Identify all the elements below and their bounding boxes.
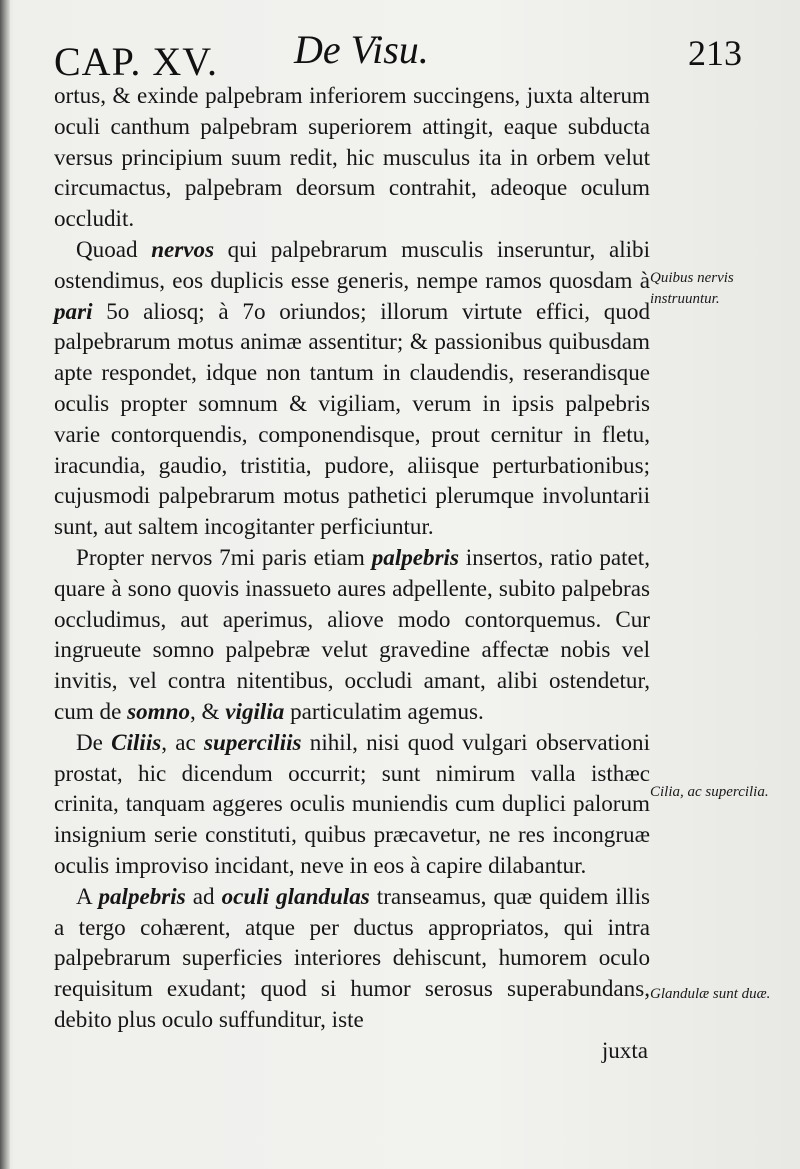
italic-term: oculi glandulas: [221, 882, 370, 909]
paragraph-5: [54, 881, 650, 1035]
italic-term: palpebris: [98, 882, 186, 909]
catchword: juxta: [601, 1036, 648, 1063]
text-run: ad: [185, 882, 222, 909]
text-run: A: [76, 882, 99, 909]
text-run: Quoad: [76, 235, 152, 262]
book-spine-shadow: [0, 0, 10, 1169]
italic-term: pari: [54, 297, 93, 324]
italic-term: Ciliis: [111, 728, 162, 755]
text-run: , &: [190, 697, 226, 724]
text-run: particulatim agemus.: [284, 697, 484, 724]
page-header: [54, 18, 754, 88]
text-run: qui palpebrarum musculis inseruntur, alibi ostendimus, eos duplicis esse generis, nempe ramos quosdam à: [54, 235, 650, 293]
italic-term: palpebris: [371, 543, 459, 570]
chapter-heading: CAP. XV.: [54, 39, 218, 84]
text-run: transeamus, quæ quidem illis a tergo cohærent, atque per ductus appropriatos, qui intra palpebrarum superficies interiores dehiscunt, humorem oculo requisitum exudant; quod si humor serosus superabundans, debito plus oculo suffunditur, iste: [54, 882, 650, 1032]
margin-note-glands: Glandulæ sunt duæ.: [650, 986, 771, 1002]
italic-term: nervos: [151, 235, 215, 262]
margin-note-nerves: Quibus nervis instruuntur.: [650, 270, 734, 307]
body-text: [54, 80, 650, 1066]
paragraph-3: [54, 542, 650, 727]
paragraph-4: [54, 727, 650, 881]
margin-note-cilia: Cilia, ac supercilia.: [650, 784, 769, 800]
italic-term: superciliis: [204, 728, 302, 755]
text-run: nihil, nisi quod vulgari observationi prostat, hic dicendum occurrit; sunt nimirum valla isthæc crinita, tanquam aggeres oculis muniendis cum duplici palorum insignium serie constituti, quibus præcavetur, ne res incongruæ oculis improviso incidant, neve in eos à capire dilabantur.: [54, 728, 650, 878]
text-run: Propter nervos 7mi paris etiam: [76, 543, 372, 570]
text-run: insertos, ratio patet, quare à sono quovis inassueto aures adpellente, subito palpebras occludimus, aut aperimus, aliove modo contorquemus. Cur ingrueute somno palpebræ velut gravedine affectæ nobis vel invitis, vel contra nitentibus, occludi amant, alibi ostendetur, cum de: [54, 543, 650, 724]
paragraph-1: ortus, & exinde palpebram inferiorem succingens, juxta alterum oculi canthum palpebram superiorem attingit, eaque subducta versus principium suum redit, hic musculus ita in orbem velut circumactus, palpebram deorsum contrahit, adeoque oculum occludit.: [54, 82, 650, 232]
text-run: De: [76, 728, 112, 755]
text-run: 5o aliosq; à 7o oriundos; illorum virtute effici, quod palpebrarum motus animæ assentitur; & passionibus quibusdam apte respondet, idque non tantum in claudendis, reserandisque oculis propter somnum & vigiliam, verum in ipsis palpebris varie contorquendis, componendisque, prout cernitur in fletu, iracundia, gaudio, tristitia, pudore, aliisque perturbationibus; cujusmodi palpebrarum motus pathetici plerumque involuntarii sunt, aut saltem incogitanter perficiuntur.: [54, 297, 650, 540]
text-run: , ac: [161, 728, 204, 755]
italic-term: somno: [127, 697, 190, 724]
italic-term: vigilia: [225, 697, 285, 724]
paragraph-2: [54, 234, 650, 542]
running-title: De Visu.: [294, 27, 429, 72]
page-number: 213: [688, 33, 742, 73]
